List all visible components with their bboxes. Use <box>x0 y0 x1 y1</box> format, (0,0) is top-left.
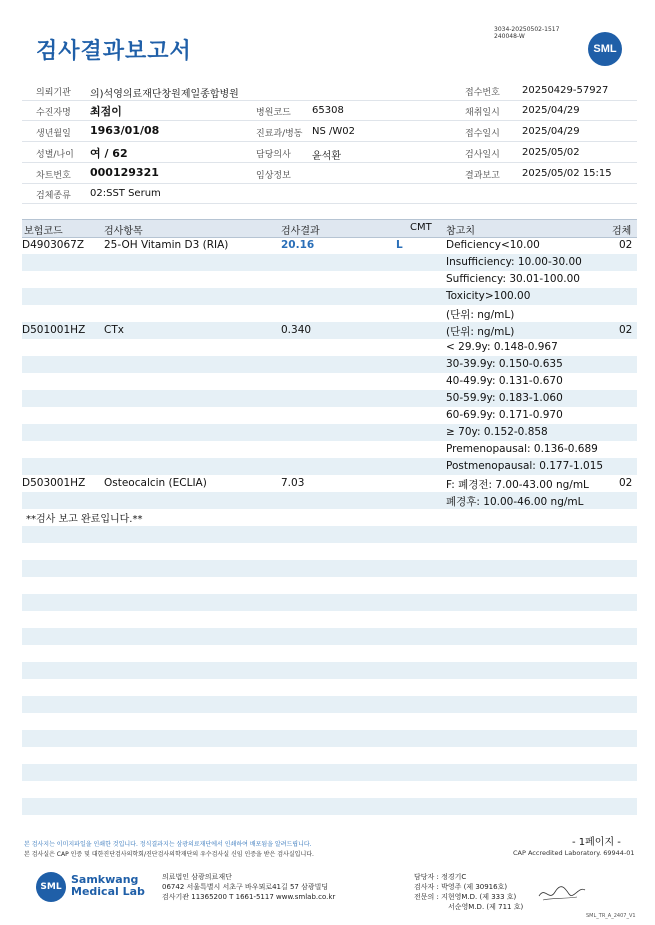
row-stripe <box>22 764 637 781</box>
footnote-image: 본 검사지는 이미지파일을 인쇄한 것입니다. 정식결과지는 삼광의료재단에서 인쇄하여 배포됨을 알려드립니다. <box>24 841 312 848</box>
cell-code: D503001HZ <box>22 477 86 489</box>
info-row <box>22 121 637 142</box>
footer-address: 의료법인 삼광의료재단 06742 서울특별시 서초구 바우뫼로41길 57 삼광빌딩 검사기관 11365200 T 1661-5117 www.smlab.co.kr <box>162 873 336 901</box>
info-label: 채취일시 <box>465 108 500 118</box>
cell-specimen: 02 <box>619 324 633 336</box>
info-label: 수진자명 <box>36 108 71 118</box>
row-stripe <box>22 628 637 645</box>
table-header <box>22 219 637 238</box>
sml-logo: SML <box>588 32 622 66</box>
row-stripe <box>22 560 637 577</box>
cell-ref: 60-69.9y: 0.171-0.970 <box>446 409 563 421</box>
info-label: 성별/나이 <box>36 150 74 160</box>
cell-ref: Premenopausal: 0.136-0.689 <box>446 443 598 455</box>
cell-specimen: 02 <box>619 239 633 251</box>
info-label: 담당의사 <box>256 150 291 160</box>
info-label: 임상정보 <box>256 171 291 181</box>
info-row <box>22 142 637 163</box>
cell-item: CTx <box>104 324 124 336</box>
cell-ref: Toxicity>100.00 <box>446 290 531 302</box>
info-label: 병원코드 <box>256 108 291 118</box>
cell-ref: (단위: ng/mL) <box>446 326 515 338</box>
info-value: 20250429-57927 <box>522 85 609 96</box>
info-value: 1963/01/08 <box>90 124 160 137</box>
info-value: 65308 <box>312 105 344 116</box>
row-stripe <box>22 594 637 611</box>
info-row <box>22 183 637 204</box>
info-value: 2025/05/02 15:15 <box>522 168 612 179</box>
footnote-cap: 본 검사실은 CAP 인증 및 대한진단검사의학회/진단검사의학재단의 우수검사실 신임 인증을 받은 검사실입니다. <box>24 851 314 858</box>
info-label: 의뢰기관 <box>36 88 71 98</box>
info-label: 생년월일 <box>36 129 71 139</box>
info-label: 접수일시 <box>465 129 500 139</box>
header-ref: 참고치 <box>446 226 475 237</box>
info-label: 접수번호 <box>465 88 500 98</box>
cell-ref: 30-39.9y: 0.150-0.635 <box>446 358 563 370</box>
info-value: 2025/04/29 <box>522 126 580 137</box>
info-label: 차트번호 <box>36 171 71 181</box>
cell-ref: 40-49.9y: 0.131-0.670 <box>446 375 563 387</box>
header-item: 검사항목 <box>104 226 143 237</box>
info-label: 검체종류 <box>36 191 71 201</box>
row-stripe <box>22 288 637 305</box>
row-stripe <box>22 730 637 747</box>
row-stripe <box>22 662 637 679</box>
cell-ref: Postmenopausal: 0.177-1.015 <box>446 460 604 472</box>
header-cmt: CMT <box>410 222 432 233</box>
info-value: 2025/05/02 <box>522 147 580 158</box>
header-result: 검사결과 <box>281 226 320 237</box>
page-number: - 1페이지 - <box>572 837 621 848</box>
cell-result: 20.16 <box>281 239 315 251</box>
info-label: 결과보고 <box>465 171 500 181</box>
info-value: 000129321 <box>90 166 159 179</box>
cell-ref: Deficiency<10.00 <box>446 239 540 251</box>
cell-ref: Sufficiency: 30.01-100.00 <box>446 273 580 285</box>
cell-cmt: L <box>396 239 403 251</box>
cell-ref: 폐경후: 10.00-46.00 ng/mL <box>446 496 584 508</box>
form-code: SML_TR_A_2407_V1 <box>586 913 636 919</box>
cell-ref: F: 폐경전: 7.00-43.00 ng/mL <box>446 479 589 491</box>
cell-ref: 50-59.9y: 0.183-1.060 <box>446 392 563 404</box>
header-code: 보험코드 <box>24 226 63 237</box>
cell-result: 0.340 <box>281 324 312 336</box>
cell-item: 25-OH Vitamin D3 (RIA) <box>104 239 229 251</box>
signature-icon <box>537 882 587 904</box>
cell-ref: ≥ 70y: 0.152-0.858 <box>446 426 548 438</box>
info-value: 윤석환 <box>312 151 341 162</box>
info-value: 여 / 62 <box>90 147 128 160</box>
cap-accreditation: CAP Accredited Laboratory. 69944-01 <box>513 849 635 857</box>
footer-brand: Samkwang Medical Lab <box>71 873 145 898</box>
cell-ref: Insufficiency: 10.00-30.00 <box>446 256 582 268</box>
cell-ref: (단위: ng/mL) <box>446 309 515 321</box>
row-stripe <box>22 798 637 815</box>
cell-ref: < 29.9y: 0.148-0.967 <box>446 341 558 353</box>
document-id: 3034-20250502-1517 240048-W <box>494 26 560 40</box>
header-specimen: 검체 <box>612 226 632 237</box>
completion-note: **검사 보고 완료입니다.** <box>26 514 143 525</box>
info-value: NS /W02 <box>312 126 355 137</box>
cell-code: D4903067Z <box>22 239 85 251</box>
row-stripe <box>22 696 637 713</box>
info-value: 2025/04/29 <box>522 105 580 116</box>
footer-sml-logo: SML <box>36 872 66 902</box>
cell-specimen: 02 <box>619 477 633 489</box>
info-value: 최점이 <box>90 105 122 118</box>
info-value: 02:SST Serum <box>90 188 161 199</box>
info-value: 의)석영의료재단창원제일종합병원 <box>90 89 239 100</box>
info-row <box>22 80 637 101</box>
info-label: 검사일시 <box>465 150 500 160</box>
info-row <box>22 100 637 121</box>
cell-item: Osteocalcin (ECLIA) <box>104 477 207 489</box>
info-label: 진료과/병동 <box>256 129 303 139</box>
cell-code: D501001HZ <box>22 324 86 336</box>
page-title: 검사결과보고서 <box>36 39 192 64</box>
info-row <box>22 163 637 184</box>
footer-staff: 담당자 : 정경기C 검사자 : 박영주 (제 30916호) 전문의 : 지현영M.D. (제 333 호) 서순영M.D. (제 711 호) <box>414 873 524 911</box>
cell-result: 7.03 <box>281 477 305 489</box>
row-stripe <box>22 526 637 543</box>
